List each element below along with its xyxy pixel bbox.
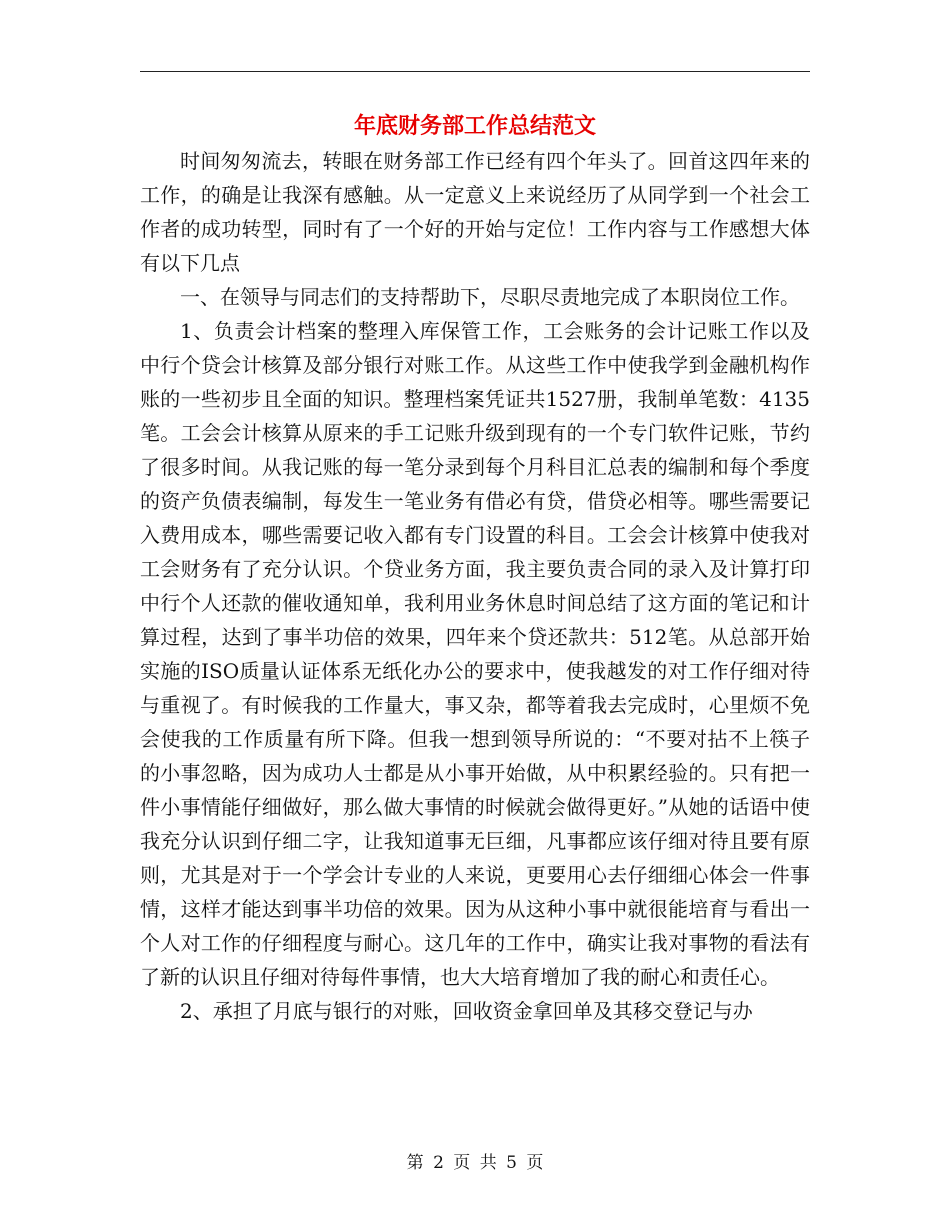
paragraph-intro: 时间匆匆流去，转眼在财务部工作已经有四个年头了。回首这四年来的工作，的确是让我深有感触。从一定意义上来说经历了从同学到一个社会工作者的成功转型，同时有了一个好的开始与定位！工作内容与工作感想大体有以下几点 — [140, 149, 810, 275]
page-number: 第 2 页 共 5 页 — [406, 1153, 544, 1173]
paragraph-item-two: 2、承担了月底与银行的对账，回收资金拿回单及其移交登记与办 — [180, 999, 753, 1023]
document-title: 年底财务部工作总结范文 — [353, 113, 596, 139]
header-rule — [140, 71, 810, 72]
paragraph-item-one: 1、负责会计档案的整理入库保管工作，工会账务的会计记账工作以及中行个贷会计核算及部分银行对账工作。从这些工作中使我学到金融机构作账的一些初步且全面的知识。整理档案凭证共1527册，我制单笔数：4135笔。工会会计核算从原来的手工记账升级到现有的一个专门软件记账，节约了很多时间。从我记账的每一笔分录到每个月科目汇总表的编制和每个季度的资产负债表编制，每发生一笔业务有借必有贷，借贷必相等。哪些需要记入费用成本，哪些需要记收入都有专门设置的科目。工会会计核算中使我对工会财务有了充分认识。个贷业务方面，我主要负责合同的录入及计算打印中行个人还款的催收通知单，我利用业务休息时间总结了这方面的笔记和计算过程，达到了事半功倍的效果，四年来个贷还款共：512笔。从总部开始实施的ISO质量认证体系无纸化办公的要求中，使我越发的对工作仔细对待与重视了。有时候我的工作量大，事又杂，都等着我去完成时，心里烦不免会使我的工作质量有所下降。但我一想到领导所说的：“不要对拈不上筷子的小事忽略，因为成功人士都是从小事开始做，从中积累经验的。只有把一件小事情能仔细做好，那么做大事情的时候就会做得更好。”从她的话语中使我充分认识到仔细二字，让我知道事无巨细，凡事都应该仔细对待且要有原则，尤其是对于一个学会计专业的人来说，更要用心去仔细细心体会一件事情，这样才能达到事半功倍的效果。因为从这种小事中就很能培育与看出一个人对工作的仔细程度与耐心。这几年的工作中，确实让我对事物的看法有了新的认识且仔细对待每件事情，也大大培育增加了我的耐心和责任心。 — [140, 319, 810, 989]
document-body — [140, 144, 810, 1028]
paragraph-section-one: 一、在领导与同志们的支持帮助下，尽职尽责地完成了本职岗位工作。 — [180, 285, 800, 309]
